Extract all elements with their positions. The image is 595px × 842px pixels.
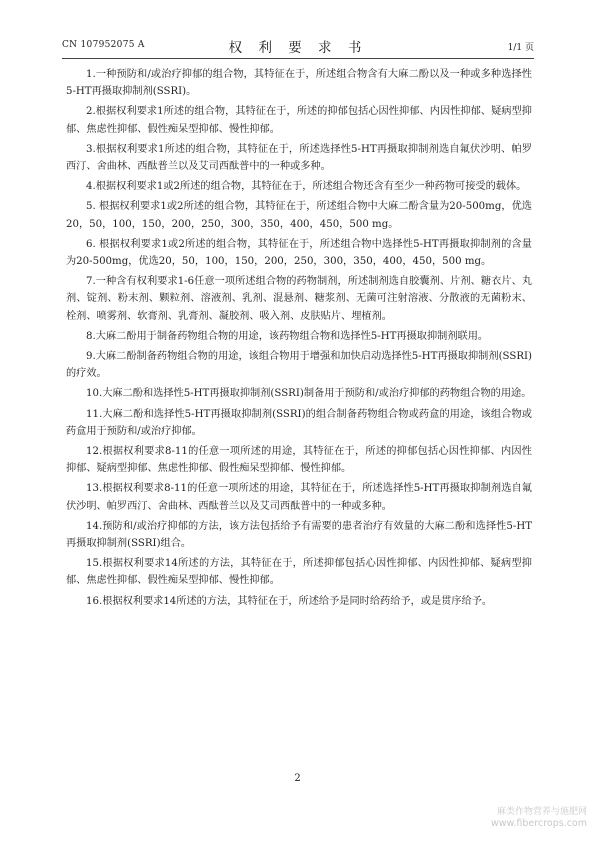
claim-15: 15.根据权利要求14所述的方法，其特征在于，所述抑郁包括心因性抑郁、内因性抑郁、疑病型抑郁、焦虑性抑郁、假性痴呆型抑郁、慢性抑郁。 (66, 558, 532, 587)
claim-1: 1.一种预防和/或治疗抑郁的组合物，其特征在于，所述组合物含有大麻二酚以及一种或多种选择性5-HT再摄取抑制剂(SSRI)。 (66, 69, 532, 98)
claim-12: 12.根据权利要求8-11的任意一项所述的用途，其特征在于，所述的抑郁包括心因性抑郁、内因性抑郁、疑病型抑郁、焦虑性抑郁、假性痴呆型抑郁、慢性抑郁。 (66, 446, 532, 475)
claim-11: 11.大麻二酚和选择性5-HT再摄取抑制剂(SSRI)的组合制备药物组合物或药盒的用途，该组合物或药盒用于预防和/或治疗抑郁。 (66, 408, 532, 437)
claim-9: 9.大麻二酚制备药物组合物的用途，该组合物用于增强和加快启动选择性5-HT再摄取抑制剂(SSRI)的疗效。 (66, 351, 532, 380)
claim-14: 14.预防和/或治疗抑郁的方法，该方法包括给予有需要的患者治疗有效量的大麻二酚和选择性5-HT再摄取抑制剂(SSRI)组合。 (66, 520, 532, 550)
page-indicator: 1/1 页 (507, 43, 534, 53)
claim-7: 7.一种含有权利要求1-6任意一项所述组合物的药物制剂，所述制剂选自胶囊剂、片剂、糖衣片、丸剂、锭剂、粉末剂、颗粒剂、溶液剂、乳剂、混悬剂、糖浆剂、无菌可注射溶液、分散液的无菌粉末、栓剂、喷雾剂、软膏剂、乳膏剂、凝胶剂、吸入剂、皮肤贴片、埋植剂。 (66, 276, 532, 322)
claims-list (66, 66, 532, 613)
claim-8: 8.大麻二酚用于制备药物组合物的用途，该药物组合物和选择性5-HT再摄取抑制剂联用。 (86, 330, 489, 342)
claim-5: 5. 根据权利要求1或2所述的组合物，其特征在于，所述组合物中大麻二酚含量为20-500mg，优选20，50，100，150，200，250，300，350，400，450，500 mg。 (66, 201, 532, 230)
claim-16: 16.根据权利要求14所述的方法，其特征在于，所述给予是同时给药给予，或是贯序给予。 (86, 595, 493, 607)
claim-4: 4.根据权利要求1或2所述的组合物，其特征在于，所述组合物还含有至少一种药物可接受的载体。 (86, 181, 527, 193)
page-header (62, 36, 534, 58)
watermark-text-url: www.fibercrops.com (490, 818, 587, 829)
claim-13: 13.根据权利要求8-11的任意一项所述的用途，其特征在于，所述选择性5-HT再摄取抑制剂选自氟伏沙明、帕罗西汀、舍曲林、西酞普兰以及艾司西酞普中的一种或多种。 (66, 483, 532, 512)
page-number: 2 (294, 773, 301, 784)
header-divider (62, 58, 534, 59)
claim-6: 6. 根据权利要求1或2所述的组合物，其特征在于，所述组合物中选择性5-HT再摄取抑制剂的含量为20-500mg，优选20，50，100，150，200，250，300，350，400，450，500 mg。 (66, 238, 532, 268)
claim-3: 3.根据权利要求1所述的组合物，其特征在于，所述选择性5-HT再摄取抑制剂选自氟伏沙明、帕罗西汀、舍曲林、西酞普兰以及艾司西酞普中的一种或多种。 (66, 143, 532, 173)
patent-number: CN 107952075 A (62, 40, 145, 50)
claim-2: 2.根据权利要求1所述的组合物，其特征在于，所述的抑郁包括心因性抑郁、内因性抑郁、疑病型抑郁、焦虑性抑郁、假性痴呆型抑郁、慢性抑郁。 (66, 106, 532, 135)
claim-10: 10.大麻二酚和选择性5-HT再摄取抑制剂(SSRI)制备用于预防和/或治疗抑郁的药物组合物的用途。 (86, 388, 532, 400)
document-title: 权 利 要 求 书 (228, 40, 368, 56)
watermark-logo (459, 804, 589, 830)
watermark-text-cn: 麻类作物营养与施肥网 (496, 807, 587, 817)
